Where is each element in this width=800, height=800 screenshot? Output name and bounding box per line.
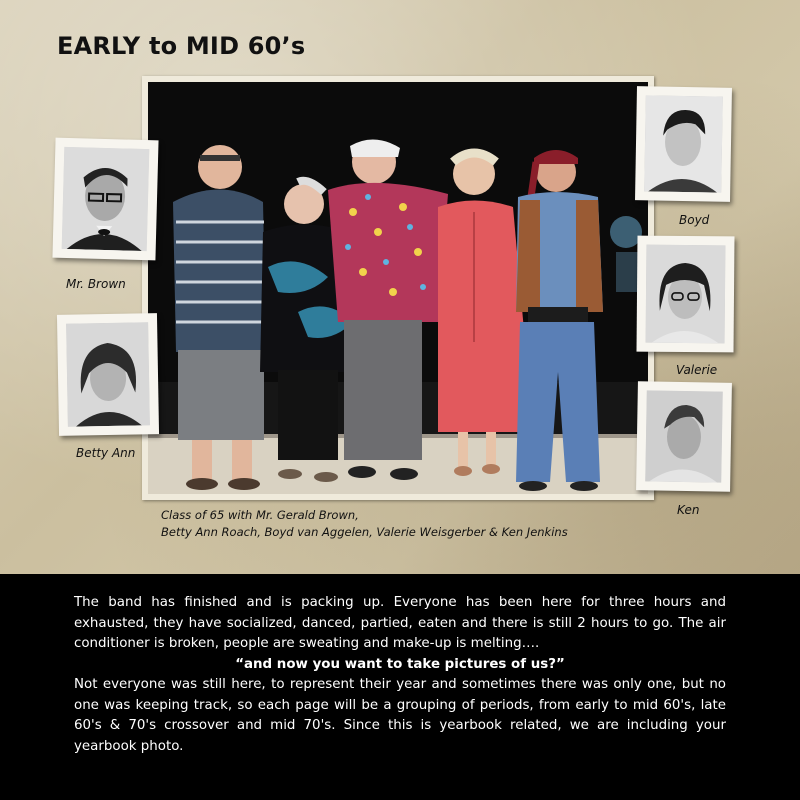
story-paragraph-2: Not everyone was still here, to represent their year and sometimes there was only one, but no one was keeping track, so each page will be a grouping of periods, from early to mid 60's, late 60's & 70's crossover and mid 70's. Since this is yearbook related, we are including your yearbook photo. [74, 677, 726, 754]
group-photo-image [148, 82, 648, 494]
label-boyd: Boyd [679, 213, 710, 227]
valerie-photo [646, 245, 726, 344]
portrait-mr-brown [52, 138, 158, 261]
betty-ann-photo [66, 322, 150, 426]
label-valerie: Valerie [676, 363, 718, 377]
portrait-boyd [635, 86, 732, 202]
ken-photo [645, 390, 723, 482]
label-betty-ann: Betty Ann [76, 446, 136, 460]
label-ken: Ken [677, 503, 700, 517]
boyd-photo [644, 95, 723, 192]
portrait-valerie [636, 236, 734, 353]
portrait-betty-ann [57, 313, 159, 436]
portrait-ken [636, 381, 732, 492]
caption-line-1: Class of 65 with Mr. Gerald Brown, [161, 508, 359, 522]
story-paragraph-1: The band has finished and is packing up. Everyone has been here for three hours and exhausted, they have socialized, danced, partied, eaten and there is still 2 hours to go. The air conditioner is broken, people are sweating and make-up is melting…. [74, 595, 726, 651]
photo-caption [161, 507, 568, 541]
page-title: EARLY to MID 60’s [57, 32, 306, 60]
mr-brown-photo [62, 147, 150, 251]
story-quote: “and now you want to take pictures of us?” [235, 656, 565, 672]
story-text [74, 593, 726, 757]
label-mr-brown: Mr. Brown [66, 277, 126, 291]
group-photo [142, 76, 654, 500]
caption-line-2: Betty Ann Roach, Boyd van Aggelen, Valerie Weisgerber & Ken Jenkins [161, 525, 568, 539]
